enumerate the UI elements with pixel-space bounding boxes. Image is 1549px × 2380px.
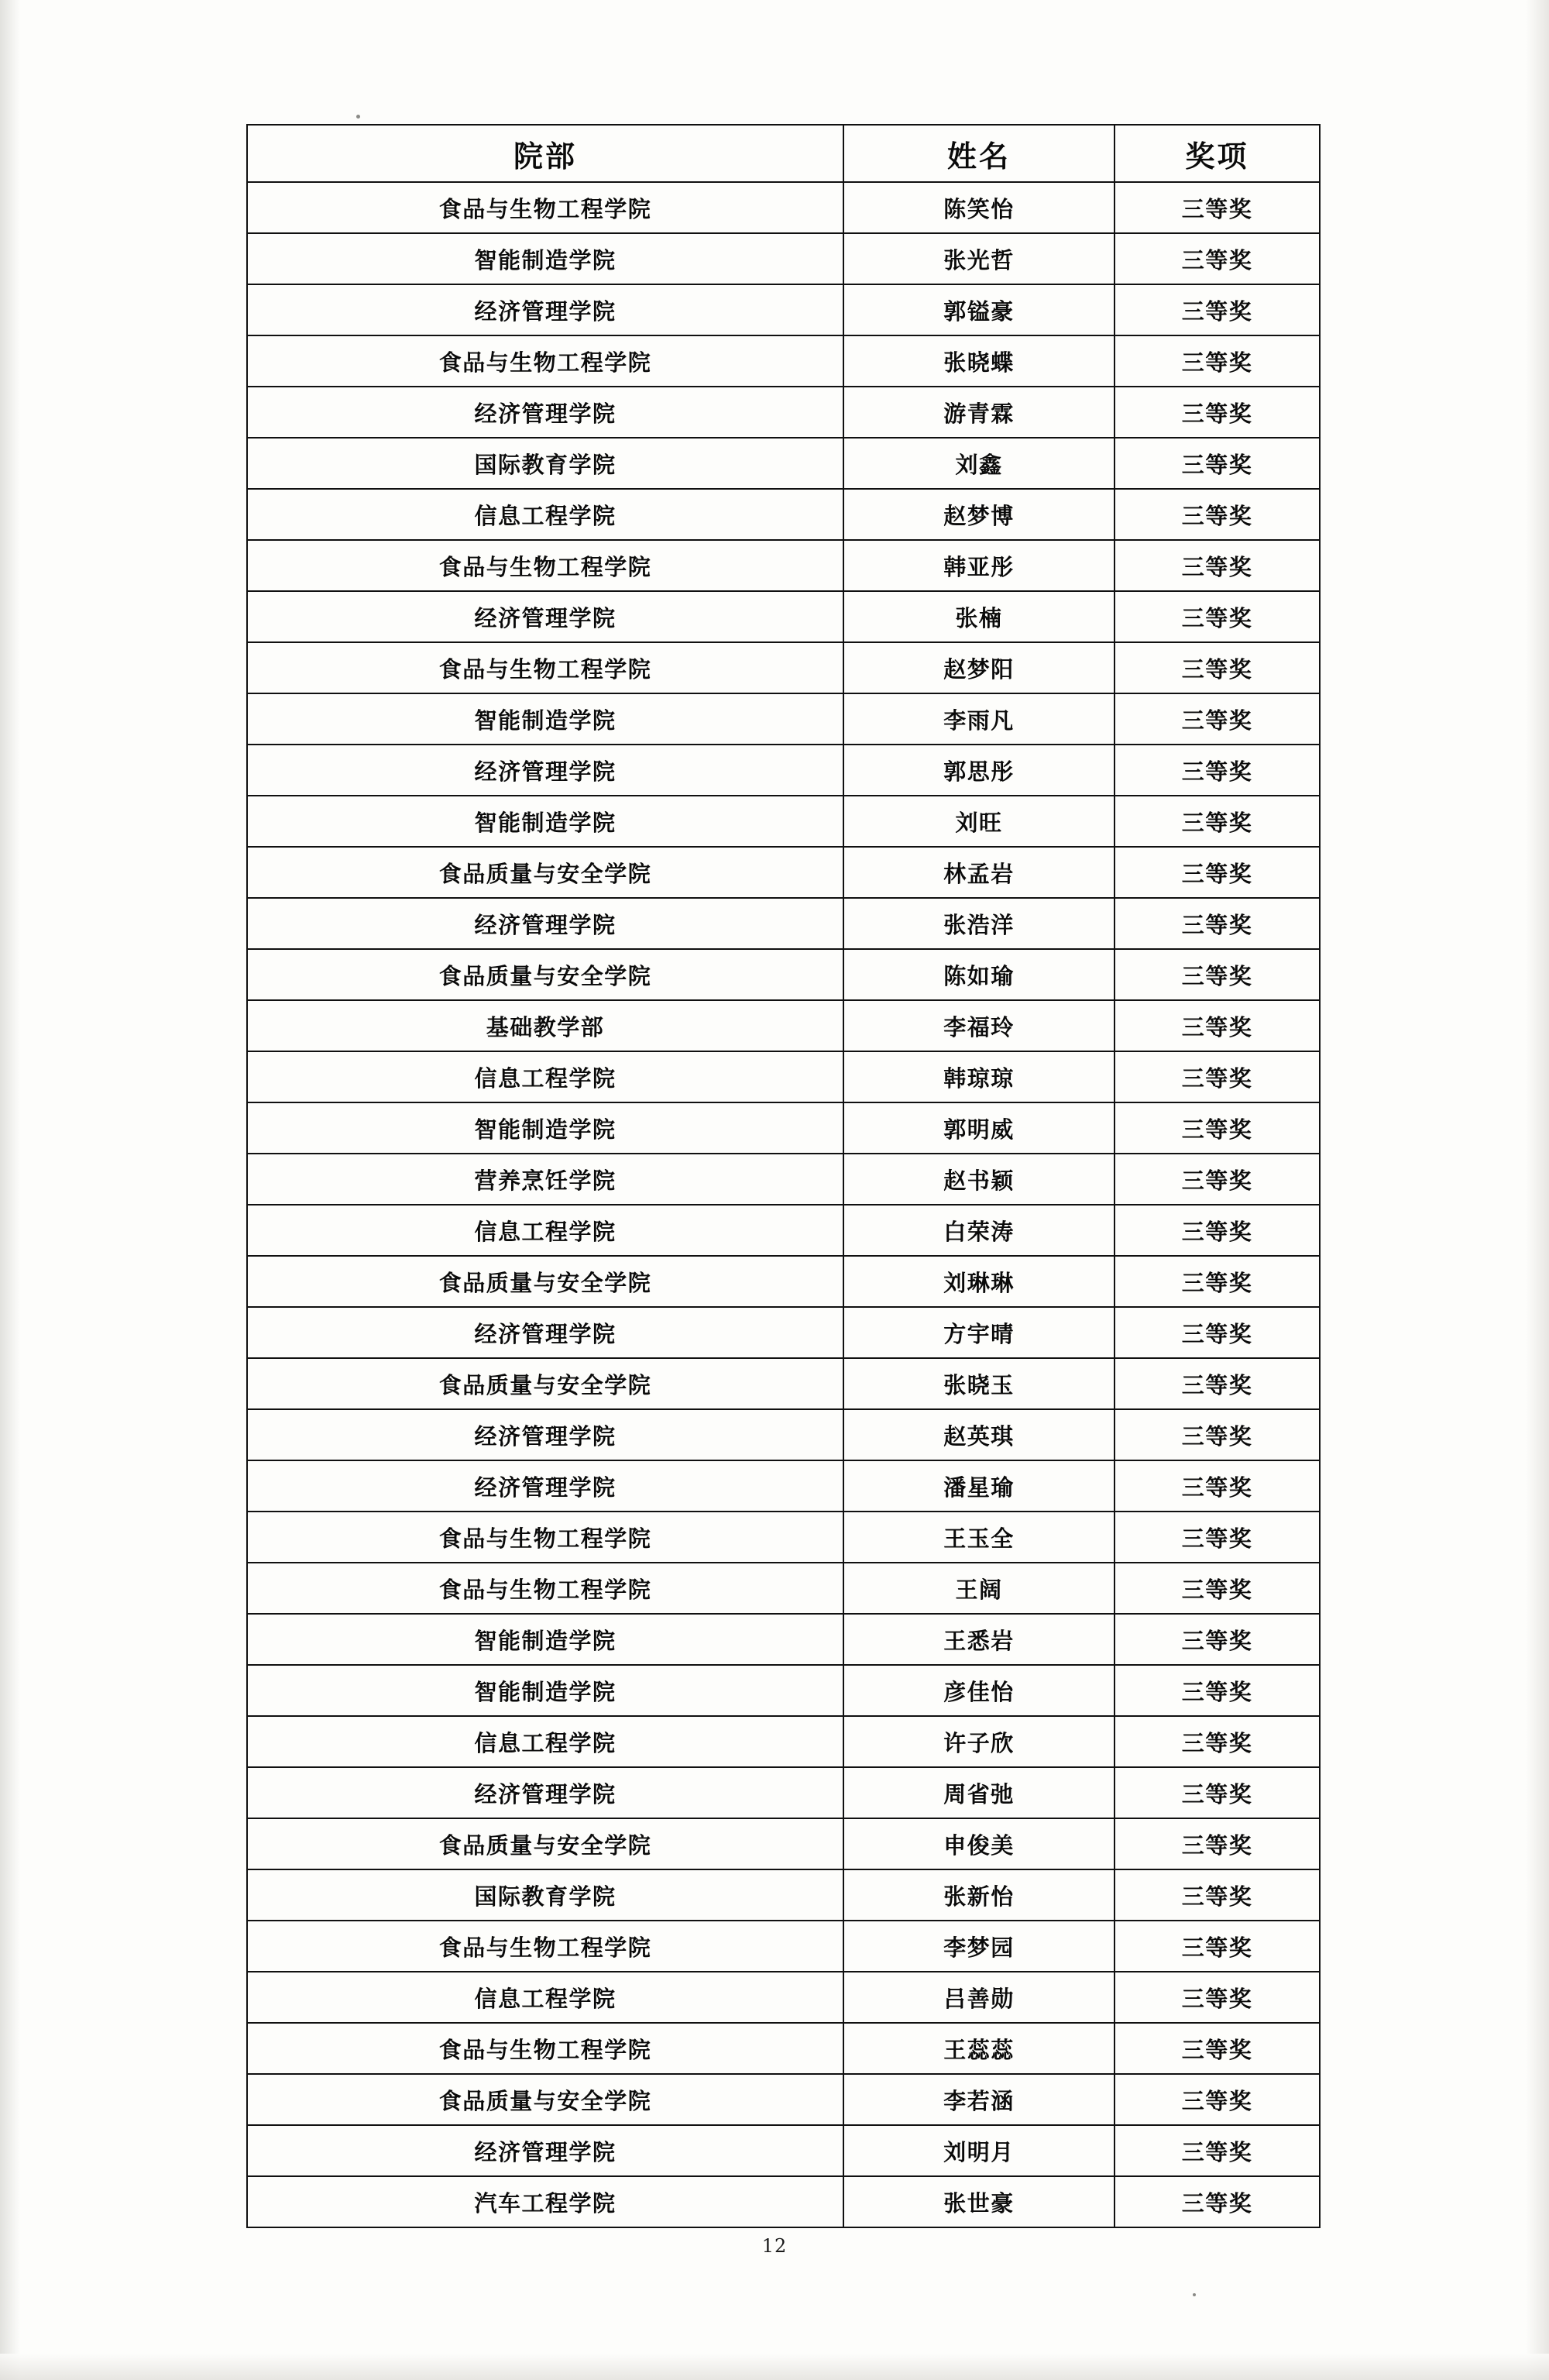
cell-award: 三等奖 [1115, 847, 1320, 898]
cell-award: 三等奖 [1115, 796, 1320, 847]
cell-name: 张晓玉 [843, 1358, 1115, 1409]
cell-name: 刘旺 [843, 796, 1115, 847]
table-row [247, 1869, 1320, 1921]
cell-department: 食品质量与安全学院 [247, 847, 843, 898]
cell-name: 申俊美 [843, 1818, 1115, 1869]
cell-name: 赵梦阳 [843, 642, 1115, 693]
cell-name: 许子欣 [843, 1716, 1115, 1767]
cell-award: 三等奖 [1115, 745, 1320, 796]
cell-award: 三等奖 [1115, 1869, 1320, 1921]
cell-award: 三等奖 [1115, 1256, 1320, 1307]
table-row [247, 489, 1320, 540]
cell-department: 经济管理学院 [247, 591, 843, 642]
table-row [247, 1563, 1320, 1614]
cell-name: 陈笑怡 [843, 182, 1115, 233]
cell-department: 经济管理学院 [247, 1460, 843, 1512]
cell-name: 王阔 [843, 1563, 1115, 1614]
cell-award: 三等奖 [1115, 1818, 1320, 1869]
table-row [247, 2125, 1320, 2176]
cell-department: 经济管理学院 [247, 1767, 843, 1818]
table-row [247, 387, 1320, 438]
cell-department: 食品与生物工程学院 [247, 335, 843, 387]
cell-award: 三等奖 [1115, 1358, 1320, 1409]
table-row [247, 1000, 1320, 1051]
cell-department: 信息工程学院 [247, 1716, 843, 1767]
cell-department: 智能制造学院 [247, 693, 843, 745]
cell-award: 三等奖 [1115, 387, 1320, 438]
cell-name: 韩琼琼 [843, 1051, 1115, 1102]
cell-name: 郭明威 [843, 1102, 1115, 1154]
cell-name: 游青霖 [843, 387, 1115, 438]
cell-department: 食品质量与安全学院 [247, 1818, 843, 1869]
cell-award: 三等奖 [1115, 1307, 1320, 1358]
scan-edge-left [0, 0, 20, 2380]
cell-department: 经济管理学院 [247, 898, 843, 949]
cell-department: 食品与生物工程学院 [247, 540, 843, 591]
cell-department: 食品质量与安全学院 [247, 949, 843, 1000]
cell-department: 食品与生物工程学院 [247, 642, 843, 693]
table-row [247, 1767, 1320, 1818]
cell-department: 经济管理学院 [247, 284, 843, 335]
cell-award: 三等奖 [1115, 182, 1320, 233]
cell-name: 张楠 [843, 591, 1115, 642]
cell-award: 三等奖 [1115, 284, 1320, 335]
cell-department: 智能制造学院 [247, 1614, 843, 1665]
table-row [247, 847, 1320, 898]
cell-department: 经济管理学院 [247, 2125, 843, 2176]
cell-department: 智能制造学院 [247, 1102, 843, 1154]
cell-award: 三等奖 [1115, 1767, 1320, 1818]
cell-name: 赵书颖 [843, 1154, 1115, 1205]
table-row [247, 1818, 1320, 1869]
cell-award: 三等奖 [1115, 949, 1320, 1000]
column-header-department: 院部 [247, 125, 843, 182]
cell-award: 三等奖 [1115, 693, 1320, 745]
table-row [247, 2176, 1320, 2227]
cell-award: 三等奖 [1115, 1665, 1320, 1716]
cell-name: 方宇晴 [843, 1307, 1115, 1358]
table-row [247, 540, 1320, 591]
cell-award: 三等奖 [1115, 1102, 1320, 1154]
table-header-row [247, 125, 1320, 182]
table-row [247, 591, 1320, 642]
cell-award: 三等奖 [1115, 1409, 1320, 1460]
cell-award: 三等奖 [1115, 1205, 1320, 1256]
cell-name: 李福玲 [843, 1000, 1115, 1051]
cell-department: 信息工程学院 [247, 489, 843, 540]
table-row [247, 1972, 1320, 2023]
cell-department: 食品质量与安全学院 [247, 1256, 843, 1307]
cell-award: 三等奖 [1115, 2176, 1320, 2227]
scan-edge-right [1526, 0, 1549, 2380]
cell-name: 王玉全 [843, 1512, 1115, 1563]
cell-name: 王蕊蕊 [843, 2023, 1115, 2074]
cell-name: 潘星瑜 [843, 1460, 1115, 1512]
cell-department: 食品与生物工程学院 [247, 2023, 843, 2074]
cell-department: 营养烹饪学院 [247, 1154, 843, 1205]
table-row [247, 1512, 1320, 1563]
cell-award: 三等奖 [1115, 642, 1320, 693]
cell-name: 刘琳琳 [843, 1256, 1115, 1307]
cell-name: 吕善勋 [843, 1972, 1115, 2023]
cell-department: 智能制造学院 [247, 796, 843, 847]
table-row [247, 1665, 1320, 1716]
cell-award: 三等奖 [1115, 438, 1320, 489]
table-row [247, 233, 1320, 284]
table-row [247, 898, 1320, 949]
cell-name: 李若涵 [843, 2074, 1115, 2125]
cell-name: 王悉岩 [843, 1614, 1115, 1665]
table-row [247, 796, 1320, 847]
cell-name: 韩亚彤 [843, 540, 1115, 591]
table-row [247, 2074, 1320, 2125]
scan-speck [1193, 2293, 1196, 2296]
cell-name: 张浩洋 [843, 898, 1115, 949]
table-row [247, 1716, 1320, 1767]
table-row [247, 1051, 1320, 1102]
cell-award: 三等奖 [1115, 1000, 1320, 1051]
cell-award: 三等奖 [1115, 540, 1320, 591]
table-row [247, 949, 1320, 1000]
cell-award: 三等奖 [1115, 1460, 1320, 1512]
table-row [247, 745, 1320, 796]
cell-award: 三等奖 [1115, 1716, 1320, 1767]
column-header-award: 奖项 [1115, 125, 1320, 182]
page-number: 12 [761, 2235, 788, 2257]
table-row [247, 1205, 1320, 1256]
table-row [247, 693, 1320, 745]
cell-department: 食品质量与安全学院 [247, 2074, 843, 2125]
table-row [247, 1358, 1320, 1409]
cell-award: 三等奖 [1115, 1972, 1320, 2023]
column-header-name: 姓名 [843, 125, 1115, 182]
cell-department: 国际教育学院 [247, 1869, 843, 1921]
table-body [247, 182, 1320, 2227]
cell-department: 食品与生物工程学院 [247, 182, 843, 233]
scan-edge-bottom [0, 2354, 1549, 2380]
cell-award: 三等奖 [1115, 1051, 1320, 1102]
cell-name: 陈如瑜 [843, 949, 1115, 1000]
table-row [247, 1409, 1320, 1460]
cell-name: 刘明月 [843, 2125, 1115, 2176]
scan-speck [356, 115, 360, 119]
cell-name: 郭思彤 [843, 745, 1115, 796]
cell-name: 张晓蝶 [843, 335, 1115, 387]
cell-department: 经济管理学院 [247, 1307, 843, 1358]
table-row [247, 284, 1320, 335]
cell-name: 张世豪 [843, 2176, 1115, 2227]
cell-award: 三等奖 [1115, 898, 1320, 949]
cell-award: 三等奖 [1115, 233, 1320, 284]
cell-award: 三等奖 [1115, 1563, 1320, 1614]
cell-award: 三等奖 [1115, 1614, 1320, 1665]
table-row [247, 335, 1320, 387]
table-row [247, 438, 1320, 489]
cell-name: 郭镒豪 [843, 284, 1115, 335]
cell-award: 三等奖 [1115, 1154, 1320, 1205]
cell-award: 三等奖 [1115, 335, 1320, 387]
cell-name: 林孟岩 [843, 847, 1115, 898]
table-row [247, 1307, 1320, 1358]
cell-award: 三等奖 [1115, 2074, 1320, 2125]
cell-name: 周省弛 [843, 1767, 1115, 1818]
cell-name: 白荣涛 [843, 1205, 1115, 1256]
award-table [246, 124, 1321, 2228]
table-row [247, 1921, 1320, 1972]
cell-award: 三等奖 [1115, 1512, 1320, 1563]
cell-department: 食品与生物工程学院 [247, 1512, 843, 1563]
cell-name: 刘鑫 [843, 438, 1115, 489]
cell-department: 食品与生物工程学院 [247, 1921, 843, 1972]
table-row [247, 1460, 1320, 1512]
cell-award: 三等奖 [1115, 489, 1320, 540]
cell-department: 智能制造学院 [247, 233, 843, 284]
cell-department: 信息工程学院 [247, 1972, 843, 2023]
cell-department: 基础教学部 [247, 1000, 843, 1051]
table-row [247, 1102, 1320, 1154]
cell-name: 赵梦博 [843, 489, 1115, 540]
cell-name: 彦佳怡 [843, 1665, 1115, 1716]
cell-name: 张新怡 [843, 1869, 1115, 1921]
cell-award: 三等奖 [1115, 1921, 1320, 1972]
table-row [247, 1614, 1320, 1665]
cell-department: 信息工程学院 [247, 1051, 843, 1102]
award-list-document [246, 124, 1319, 2228]
cell-department: 食品质量与安全学院 [247, 1358, 843, 1409]
cell-award: 三等奖 [1115, 2023, 1320, 2074]
table-row [247, 2023, 1320, 2074]
cell-department: 食品与生物工程学院 [247, 1563, 843, 1614]
cell-department: 经济管理学院 [247, 387, 843, 438]
cell-department: 信息工程学院 [247, 1205, 843, 1256]
cell-department: 汽车工程学院 [247, 2176, 843, 2227]
cell-award: 三等奖 [1115, 591, 1320, 642]
table-row [247, 1256, 1320, 1307]
cell-department: 经济管理学院 [247, 1409, 843, 1460]
cell-department: 经济管理学院 [247, 745, 843, 796]
table-row [247, 1154, 1320, 1205]
cell-name: 李梦园 [843, 1921, 1115, 1972]
cell-name: 张光哲 [843, 233, 1115, 284]
cell-award: 三等奖 [1115, 2125, 1320, 2176]
cell-name: 赵英琪 [843, 1409, 1115, 1460]
table-row [247, 642, 1320, 693]
table-row [247, 182, 1320, 233]
cell-department: 国际教育学院 [247, 438, 843, 489]
cell-department: 智能制造学院 [247, 1665, 843, 1716]
cell-name: 李雨凡 [843, 693, 1115, 745]
